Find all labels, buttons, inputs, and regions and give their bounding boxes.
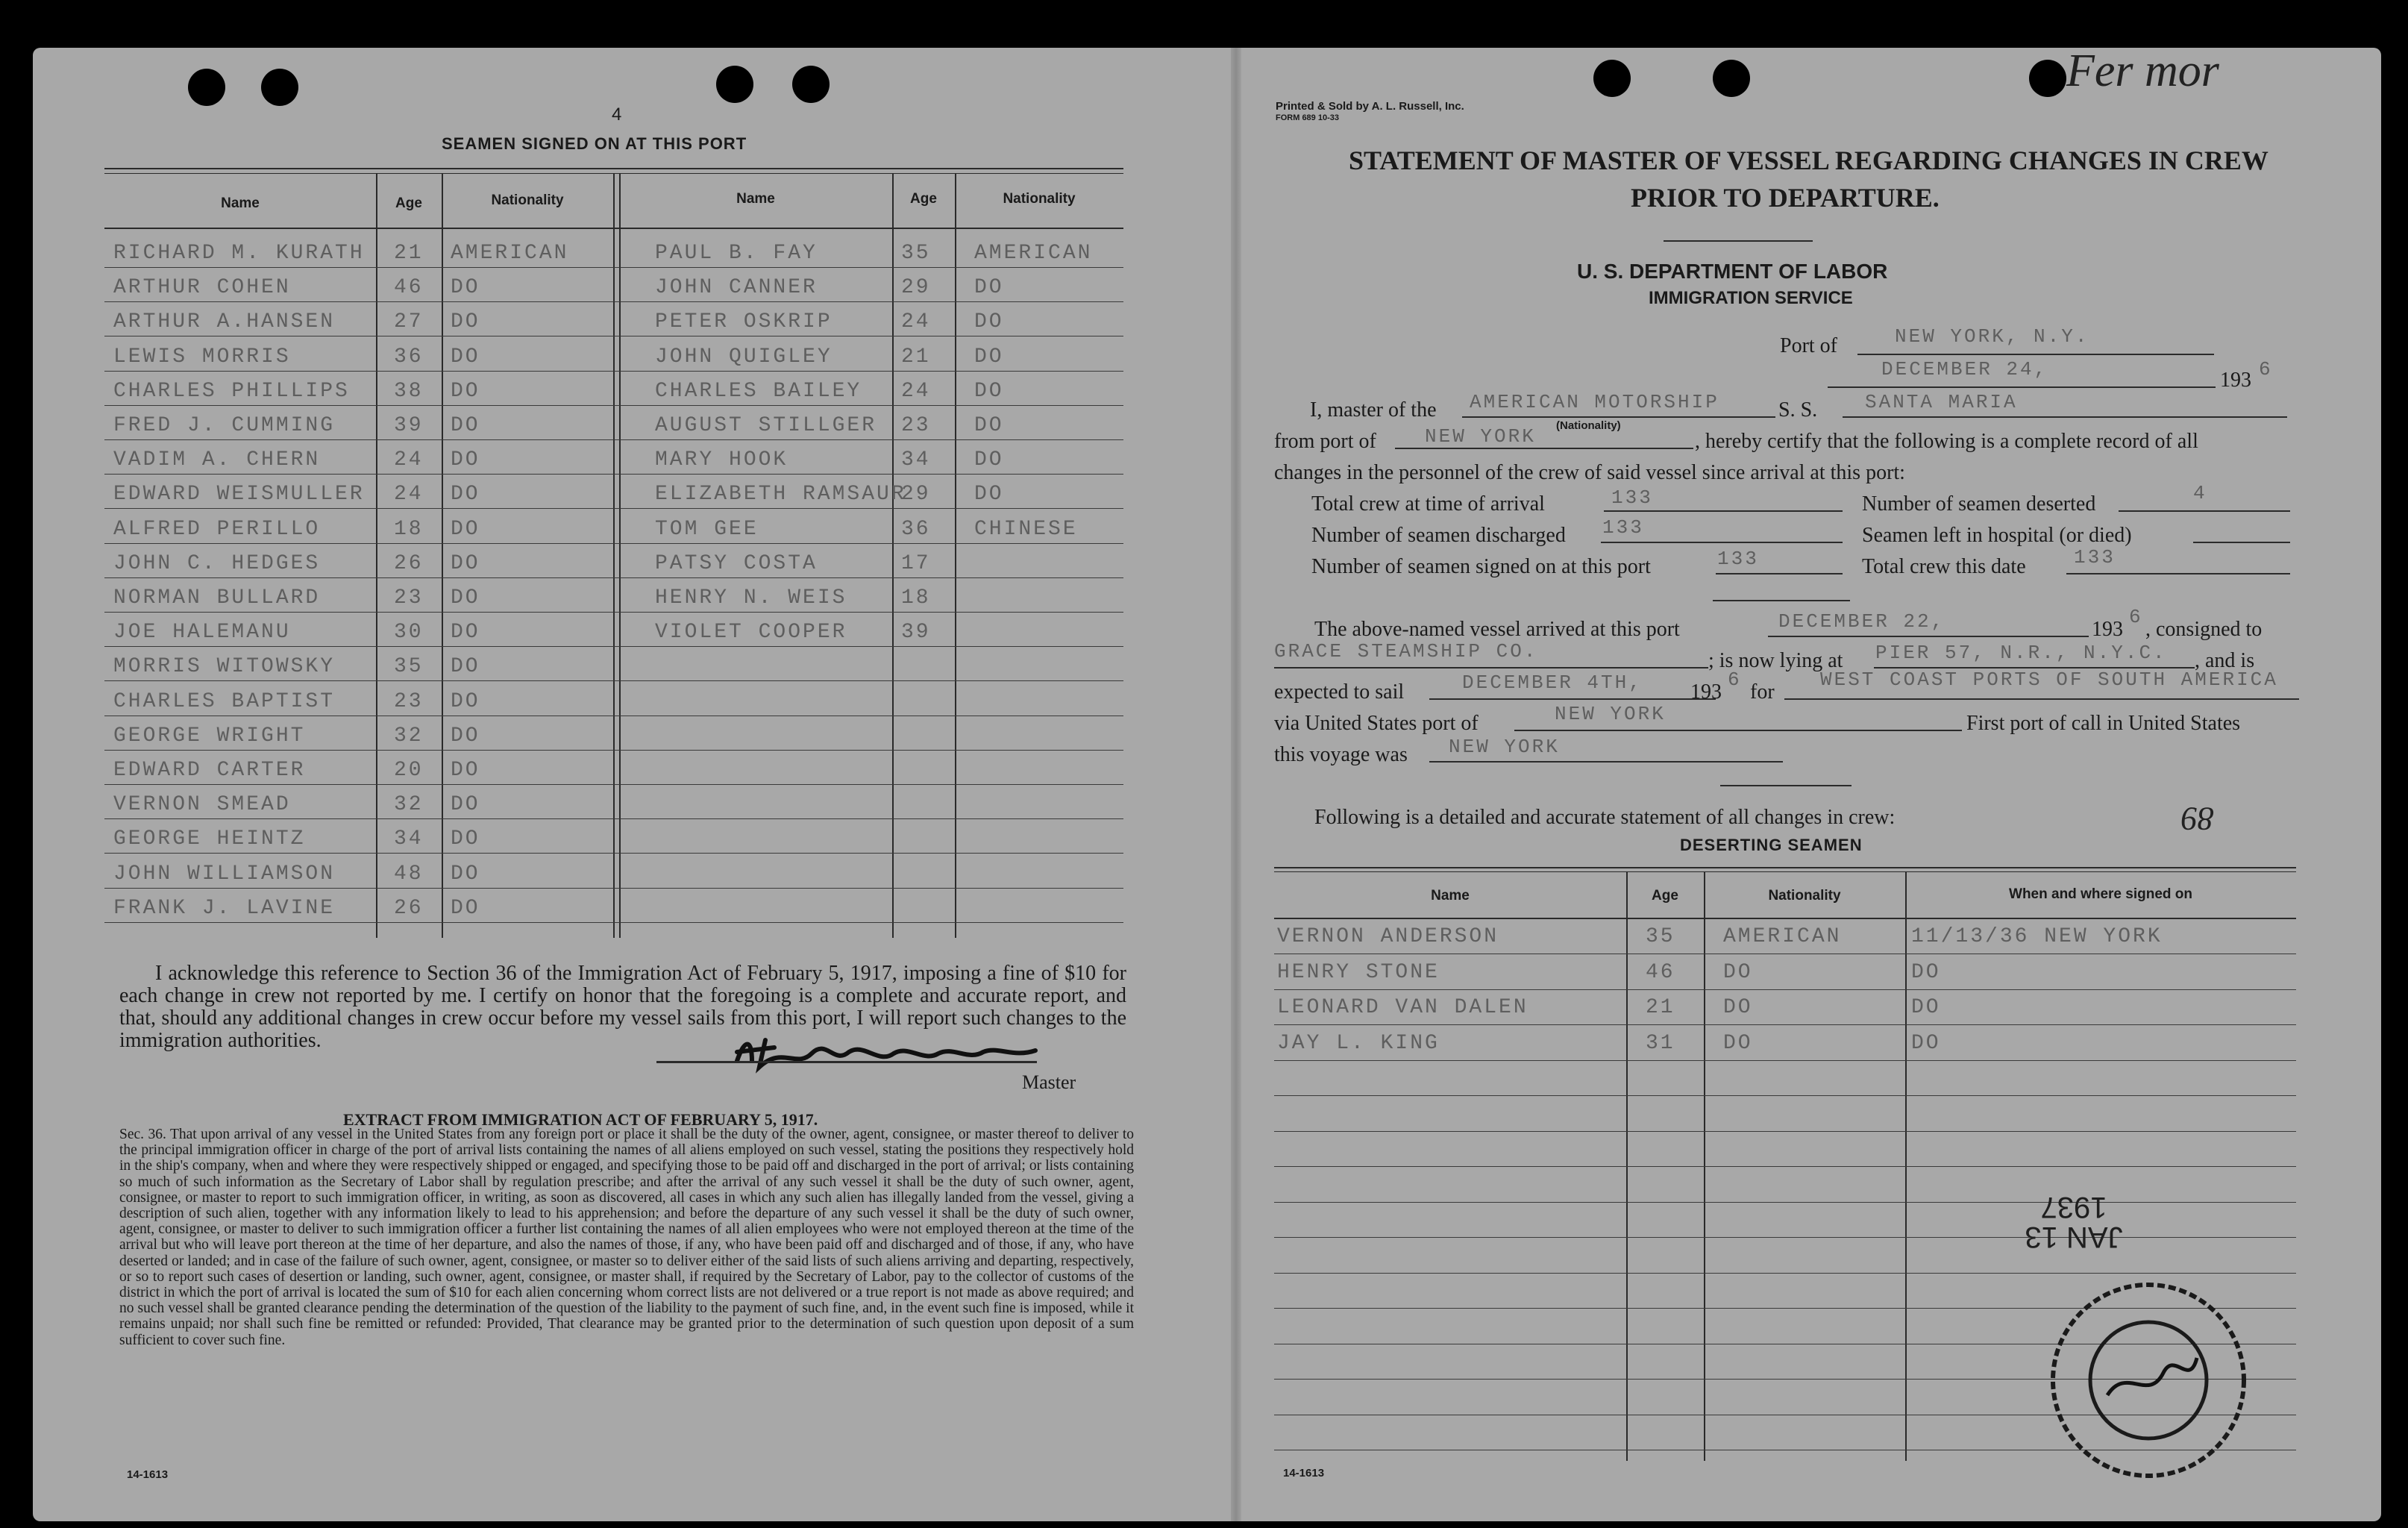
page-number: 4: [612, 104, 622, 125]
table-row-rule: [104, 818, 1123, 819]
via-value: NEW YORK: [1555, 703, 1666, 725]
form-code: FORM 689 10-33: [1276, 113, 1339, 122]
seaman-age: 39: [394, 414, 424, 437]
arrived-year-prefix: 193: [2092, 618, 2123, 641]
master-signature: [730, 1031, 1043, 1080]
seaman-nationality: DO: [451, 517, 480, 541]
table-row-rule: [1274, 1024, 2296, 1025]
right-form-number: 14-1613: [1283, 1467, 1325, 1480]
seaman-nationality: DO: [974, 276, 1004, 300]
department: U. S. DEPARTMENT OF LABOR: [1577, 260, 1888, 283]
printer-line: Printed & Sold by A. L. Russell, Inc.: [1276, 100, 1464, 113]
service: IMMIGRATION SERVICE: [1649, 288, 1853, 308]
seaman-age: 24: [394, 483, 424, 507]
seaman-name: JOE HALEMANU: [113, 621, 291, 645]
table-row-rule: [104, 474, 1123, 475]
consignee: GRACE STEAMSHIP CO.: [1274, 640, 1538, 663]
seaman-age: 36: [901, 517, 931, 541]
table-row-rule: [1274, 1166, 2296, 1167]
seaman-age: 29: [901, 276, 931, 300]
seaman-name: VIOLET COOPER: [655, 621, 847, 645]
following-label: Following is a detailed and accurate statement of all changes in crew:: [1314, 806, 1896, 829]
seaman-age: 26: [394, 551, 424, 575]
total-crew-date: 133: [2074, 546, 2116, 569]
table-row-rule: [104, 750, 1123, 751]
seaman-name: CHARLES PHILLIPS: [113, 379, 350, 403]
seaman-age: 27: [394, 310, 424, 334]
arrived-label: The above-named vessel arrived at this port: [1314, 618, 1680, 641]
arrived-value: DECEMBER 22,: [1778, 610, 1945, 633]
table-row-rule: [1274, 1095, 2296, 1096]
total-crew-arrival: 133: [1611, 486, 1653, 509]
lying-value: PIER 57, N.R., N.Y.C.: [1875, 642, 2167, 664]
seaman-name: JOHN C. HEDGES: [113, 551, 321, 575]
nationality-value: AMERICAN MOTORSHIP: [1470, 391, 1719, 413]
total-crew-date-label: Total crew this date: [1862, 555, 2026, 578]
seaman-nationality: DO: [451, 759, 480, 782]
seaman-name: AUGUST STILLGER: [655, 414, 877, 437]
discharged-value: 133: [1602, 516, 1644, 539]
seaman-name: CHARLES BAILEY: [655, 379, 862, 403]
seaman-age: 30: [394, 621, 424, 645]
deserter-signed-on: 11/13/36 NEW YORK: [1911, 925, 2163, 948]
seaman-age: 26: [394, 896, 424, 920]
table-row-rule: [104, 405, 1123, 406]
port-label: Port of: [1780, 334, 1837, 357]
hospital-label: Seamen left in hospital (or died): [1862, 524, 2132, 547]
from-port-value: NEW YORK: [1425, 425, 1536, 448]
seaman-age: 35: [901, 242, 931, 265]
seaman-name: CHARLES BAPTIST: [113, 689, 336, 713]
date-stamp: [1999, 1192, 2148, 1252]
seaman-age: 39: [901, 621, 931, 645]
table-row-rule: [104, 853, 1123, 854]
seaman-name: RICHARD M. KURATH: [113, 242, 365, 265]
via-label: via United States port of: [1274, 712, 1479, 735]
seaman-nationality: DO: [451, 276, 480, 300]
seaman-nationality: DO: [451, 655, 480, 679]
signed-on-value: 133: [1717, 548, 1759, 570]
col-header-name: Name: [736, 191, 775, 207]
deserter-name: JAY L. KING: [1277, 1031, 1440, 1055]
seaman-name: EDWARD WEISMULLER: [113, 483, 365, 507]
seaman-nationality: DO: [451, 414, 480, 437]
seaman-name: VADIM A. CHERN: [113, 448, 321, 472]
seaman-age: 48: [394, 862, 424, 886]
changes-text: changes in the personnel of the crew of said vessel since arrival at this port:: [1274, 461, 1905, 484]
master-of-label: I, master of the: [1310, 398, 1437, 422]
seaman-age: 24: [901, 379, 931, 403]
left-heading: SEAMEN SIGNED ON AT THIS PORT: [442, 134, 747, 153]
deserter-age: 35: [1646, 925, 1675, 948]
punch-hole: [188, 69, 225, 106]
deserter-name: LEONARD VAN DALEN: [1277, 996, 1528, 1019]
seaman-name: GEORGE HEINTZ: [113, 827, 306, 851]
left-form-number: 14-1613: [127, 1468, 169, 1481]
stamp-date: JAN 13 1937: [2025, 1191, 2123, 1253]
seaman-name: JOHN CANNER: [655, 276, 818, 300]
table-row-rule: [104, 371, 1123, 372]
seaman-age: 24: [901, 310, 931, 334]
table-row-rule: [1274, 1131, 2296, 1132]
seaman-age: 29: [901, 483, 931, 507]
seaman-nationality: AMERICAN: [451, 242, 569, 265]
seaman-name: ALFRED PERILLO: [113, 517, 321, 541]
col-header-age: Age: [1652, 888, 1678, 904]
expected-label: expected to sail: [1274, 680, 1405, 704]
expected-value: DECEMBER 4TH,: [1462, 671, 1643, 694]
seaman-nationality: DO: [974, 448, 1004, 472]
seaman-nationality: DO: [451, 379, 480, 403]
seaman-age: 21: [394, 242, 424, 265]
seaman-name: ARTHUR A.HANSEN: [113, 310, 336, 334]
seaman-nationality: DO: [451, 827, 480, 851]
seaman-nationality: DO: [974, 414, 1004, 437]
seaman-name: MARY HOOK: [655, 448, 788, 472]
seaman-age: 23: [901, 414, 931, 437]
seaman-nationality: DO: [451, 793, 480, 817]
seaman-name: PATSY COSTA: [655, 551, 818, 575]
table-row-rule: [104, 508, 1123, 509]
date-value: DECEMBER 24,: [1881, 358, 2048, 381]
year-digit: 6: [2259, 358, 2273, 381]
deserter-signed-on: DO: [1911, 960, 1941, 984]
master-label: Master: [1022, 1071, 1076, 1093]
form-title-line1: STATEMENT OF MASTER OF VESSEL REGARDING CHANGES IN CREW: [1349, 145, 2269, 175]
seaman-nationality: DO: [451, 621, 480, 645]
seaman-nationality: DO: [451, 689, 480, 713]
ship-name: SANTA MARIA: [1865, 391, 2018, 413]
seaman-age: 32: [394, 793, 424, 817]
seaman-nationality: DO: [451, 483, 480, 507]
acknowledgment-text: I acknowledge this reference to Section 36 of the Immigration Act of February 5, 1917, imposing a fine of $10 for each change in crew not reported by me. I certify on honor that the foregoing is a complete and accurate report, and that, should any additional changes in crew occur before my vessel sails from this port, I will report such changes to the immigration authorities.: [119, 962, 1126, 1052]
table-row-rule: [104, 439, 1123, 440]
deserter-nationality: DO: [1723, 1031, 1753, 1055]
col-header-name: Name: [221, 195, 260, 211]
expected-year-digit: 6: [1728, 668, 1742, 691]
handwritten-corner-note: Fer mor: [2066, 46, 2219, 96]
for-label: for: [1750, 680, 1775, 704]
punch-hole: [261, 69, 298, 106]
table-row-rule: [1274, 989, 2296, 990]
punch-hole: [2029, 60, 2066, 97]
punch-hole: [1713, 60, 1750, 97]
seaman-name: PAUL B. FAY: [655, 242, 818, 265]
table-row-rule: [104, 888, 1123, 889]
seaman-name: LEWIS MORRIS: [113, 345, 291, 369]
seaman-age: 46: [394, 276, 424, 300]
punch-hole: [792, 66, 830, 103]
seaman-nationality: DO: [451, 310, 480, 334]
seaman-age: 38: [394, 379, 424, 403]
seaman-nationality: DO: [974, 379, 1004, 403]
seaman-nationality: AMERICAN: [974, 242, 1093, 265]
consigned-label: , consigned to: [2145, 618, 2263, 641]
voyage-value: NEW YORK: [1449, 736, 1560, 758]
seaman-age: 34: [901, 448, 931, 472]
seaman-age: 20: [394, 759, 424, 782]
seaman-age: 17: [901, 551, 931, 575]
seaman-name: PETER OSKRIP: [655, 310, 833, 334]
seaman-age: 21: [901, 345, 931, 369]
voyage-label: this voyage was: [1274, 743, 1408, 766]
discharged-label: Number of seamen discharged: [1311, 524, 1566, 547]
seaman-name: FRANK J. LAVINE: [113, 896, 336, 920]
col-header-nationality: Nationality: [1768, 888, 1841, 904]
col-header-nationality: Nationality: [1003, 191, 1076, 207]
and-is-label: , and is: [2195, 649, 2255, 672]
seaman-age: 18: [394, 517, 424, 541]
deserter-signed-on: DO: [1911, 996, 1941, 1019]
signed-on-label: Number of seamen signed on at this port: [1311, 555, 1651, 578]
first-port-label: First port of call in United States: [1966, 712, 2241, 735]
seaman-age: 32: [394, 724, 424, 748]
table-row-rule: [104, 577, 1123, 578]
table-row-rule: [104, 922, 1123, 923]
extract-heading: EXTRACT FROM IMMIGRATION ACT OF FEBRUARY 5, 1917.: [343, 1110, 818, 1129]
seaman-nationality: DO: [451, 448, 480, 472]
seaman-age: 18: [901, 586, 931, 610]
punch-hole: [1593, 60, 1631, 97]
arrived-year-digit: 6: [2129, 606, 2143, 628]
deserter-nationality: DO: [1723, 996, 1753, 1019]
table-row-rule: [1274, 1060, 2296, 1061]
deserter-age: 31: [1646, 1031, 1675, 1055]
seaman-nationality: DO: [451, 551, 480, 575]
ss-label: S. S.: [1778, 398, 1818, 422]
seaman-nationality: DO: [974, 345, 1004, 369]
section-36-text: Sec. 36. That upon arrival of any vessel in the United States from any foreign port or place it shall be the duty of the owner, agent, consignee, or master thereof to deliver to the principal immigration officer in charge of the port of arrival lists containing the names of all aliens employed on such vessel, stating the positions they respectively hold in the ship's company, when and where they were respectively shipped or engaged, and specifying those to be paid off and discharged in the port of arrival; or lists containing so much of such information as the Secretary of Labor shall by regulation prescribe; and after the arrival of any such vessel it shall be the duty of such owner, agent, consignee, or master to report to such immigration officer, in writing, as soon as discovered, all cases in which any such alien has illegally landed from the vessel, giving a description of such alien, together with any information likely to lead to his apprehension; and before the departure of any such vessel it shall be the duty of such owner, agent, consignee, or master to deliver to such immigration officer a further list containing the names of all alien employees who were not employed thereon at the time of the arrival but who will leave port thereon at the time of her departure, and also the names of those, if any, who have been paid off and discharged and of those, if any, who have deserted or landed; and in case of the failure of such owner, agent, consignee, or master so to deliver either of the said lists of such aliens arriving and departing, respectively, or so to report such cases of desertion or landing, such owner, agent, consignee, or master shall, if required by the Secretary of Labor, pay to the collector of customs of the district in which the port of arrival is located the sum of $10 for each alien concerning whom correct lists are not delivered or a true report is not made as above required; and no such vessel shall be granted clearance pending the determination of the question of the liability to the payment of such fine, and, in the event such fine is imposed, while it remains unpaid; nor shall such fine be remitted or refunded: Provided, That clearance may be granted prior to the determination of such question upon deposit of a sum sufficient to cover such fine.: [119, 1127, 1134, 1348]
certify-text: , hereby certify that the following is a complete record of all: [1695, 430, 2198, 453]
deserter-age: 46: [1646, 960, 1675, 984]
deserted-label: Number of seamen deserted: [1862, 492, 2096, 516]
form-title-line2: PRIOR TO DEPARTURE.: [1631, 183, 1940, 213]
seaman-name: JOHN QUIGLEY: [655, 345, 833, 369]
col-header-when-where: When and where signed on: [2009, 886, 2192, 902]
deserting-heading: DESERTING SEAMEN: [1680, 836, 1863, 854]
deserter-name: VERNON ANDERSON: [1277, 925, 1499, 948]
deserter-nationality: DO: [1723, 960, 1753, 984]
table-row-rule: [104, 543, 1123, 544]
destination: WEST COAST PORTS OF SOUTH AMERICA: [1820, 668, 2278, 691]
handwritten-number: 89: [2181, 801, 2214, 837]
lying-label: ; is now lying at: [1708, 649, 1843, 672]
seaman-age: 23: [394, 586, 424, 610]
table-row-rule: [104, 646, 1123, 647]
table-row-rule: [104, 612, 1123, 613]
seaman-nationality: DO: [451, 724, 480, 748]
col-header-name: Name: [1431, 888, 1470, 904]
col-header-age: Age: [910, 191, 937, 207]
year-prefix: 193: [2220, 369, 2251, 392]
seaman-age: 24: [394, 448, 424, 472]
table-row-rule: [104, 301, 1123, 302]
deserter-signed-on: DO: [1911, 1031, 1941, 1055]
seaman-name: HENRY N. WEIS: [655, 586, 847, 610]
seaman-name: MORRIS WITOWSKY: [113, 655, 336, 679]
col-header-age: Age: [395, 195, 422, 211]
official-seal-stamp: [2037, 1268, 2260, 1492]
table-row-rule: [104, 680, 1123, 681]
seaman-age: 35: [394, 655, 424, 679]
seaman-nationality: DO: [974, 310, 1004, 334]
table-row-rule: [104, 784, 1123, 785]
deserted-value: 4: [2193, 482, 2207, 504]
seaman-name: GEORGE WRIGHT: [113, 724, 306, 748]
seaman-name: JOHN WILLIAMSON: [113, 862, 336, 886]
seaman-name: ELIZABETH RAMSAUR: [655, 483, 906, 507]
port-value: NEW YORK, N.Y.: [1895, 325, 2089, 348]
seaman-name: VERNON SMEAD: [113, 793, 291, 817]
seaman-age: 23: [394, 689, 424, 713]
col-header-nationality: Nationality: [491, 192, 564, 208]
total-crew-arrival-label: Total crew at time of arrival: [1311, 492, 1545, 516]
seaman-nationality: CHINESE: [974, 517, 1078, 541]
from-port-label: from port of: [1274, 430, 1376, 453]
seaman-age: 34: [394, 827, 424, 851]
seaman-name: TOM GEE: [655, 517, 759, 541]
seaman-nationality: DO: [451, 345, 480, 369]
seaman-nationality: DO: [974, 483, 1004, 507]
table-row-rule: [104, 267, 1123, 268]
deserter-nationality: AMERICAN: [1723, 925, 1842, 948]
page-fold: [1231, 48, 1241, 1521]
expected-year-prefix: 193: [1690, 680, 1722, 704]
punch-hole: [716, 66, 753, 103]
seaman-nationality: DO: [451, 896, 480, 920]
seaman-name: NORMAN BULLARD: [113, 586, 321, 610]
nationality-caption: (Nationality): [1556, 419, 1621, 432]
deserter-name: HENRY STONE: [1277, 960, 1440, 984]
seaman-nationality: DO: [451, 586, 480, 610]
deserter-age: 21: [1646, 996, 1675, 1019]
seaman-name: ARTHUR COHEN: [113, 276, 291, 300]
seaman-age: 36: [394, 345, 424, 369]
seaman-nationality: DO: [451, 862, 480, 886]
seaman-name: FRED J. CUMMING: [113, 414, 336, 437]
seaman-name: EDWARD CARTER: [113, 759, 306, 782]
